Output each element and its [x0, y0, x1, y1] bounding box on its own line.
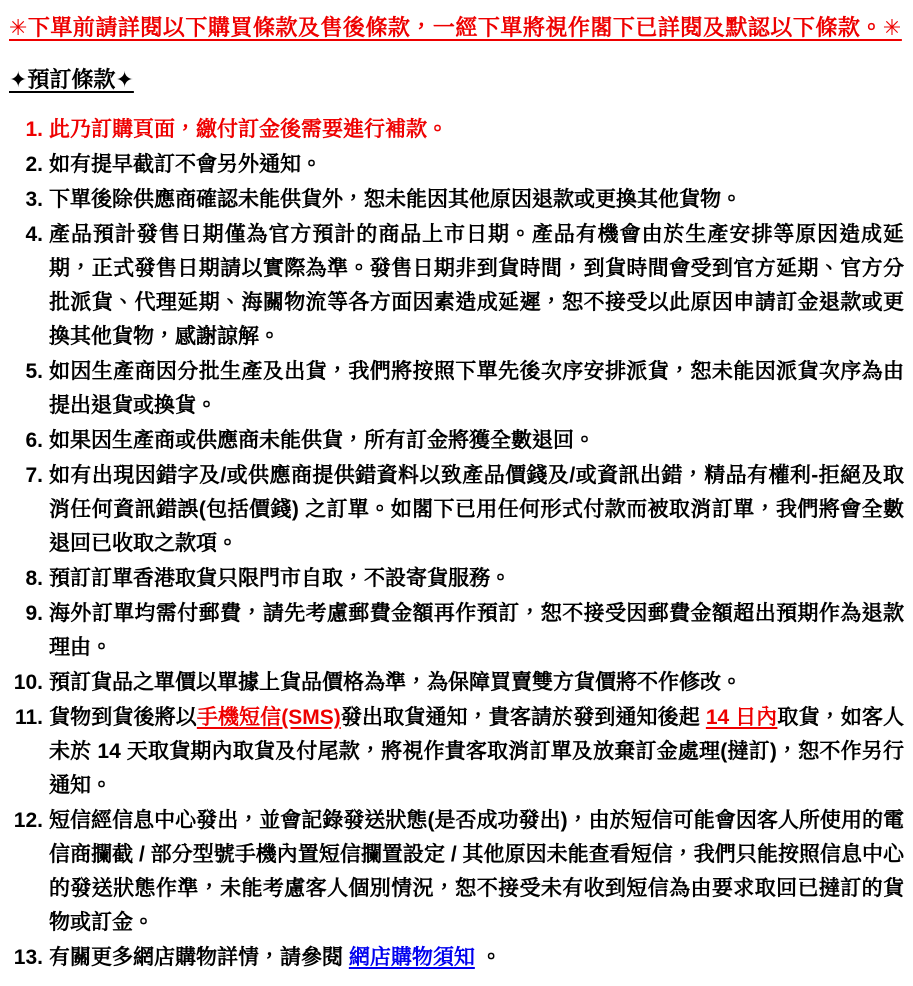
- term-text-segment: 此乃訂購頁面，繳付訂金後需要進行補款。: [49, 118, 448, 141]
- term-text-segment: 如有出現因錯字及/或供應商提供錯資料以致產品價錢及/或資訊出錯，精品有權利-拒絕及取消任何資訊錯誤(包括價錢) 之訂單。如閣下已用任何形式付款而被取消訂單，我們將會全數退回已收取之款項。: [49, 464, 904, 555]
- term-text-segment: 發出取貨通知，貴客請於發到通知後起: [340, 706, 706, 729]
- term-text-segment: 產品預計發售日期僅為官方預計的商品上市日期。產品有機會由於生產安排等原因造成延期，正式發售日期請以實際為準。發售日期非到貨時間，到貨時間會受到官方延期、官方分批派貨、代理延期、海關物流等各方面因素造成延遲，恕不接受以此原因申請訂金退款或更換其他貨物，感謝諒解。: [49, 223, 904, 348]
- term-item-7: [9, 459, 904, 561]
- term-number: 9.: [25, 602, 43, 625]
- term-text-segment: 如果因生產商或供應商未能供貨，所有訂金將獲全數退回。: [49, 429, 595, 452]
- pickup-deadline-emphasis: 14 日內: [705, 706, 778, 729]
- term-number: 11.: [14, 706, 43, 729]
- term-item-2: [9, 148, 904, 182]
- term-number: 7.: [25, 464, 43, 487]
- term-item-5: [9, 355, 904, 423]
- term-number: 2.: [25, 153, 43, 176]
- term-text-segment: 預訂訂單香港取貨只限門市自取，不設寄貨服務。: [49, 567, 511, 590]
- store-shopping-notice-link[interactable]: 網店購物須知: [348, 946, 475, 969]
- term-number: 5.: [25, 360, 43, 383]
- sms-emphasis: 手機短信(SMS): [196, 706, 341, 729]
- term-number: 10.: [13, 671, 43, 694]
- term-number: 3.: [25, 188, 43, 211]
- term-text-segment: 預訂貨品之單價以單據上貨品價格為準，為保障買賣雙方貨價將不作修改。: [49, 671, 742, 694]
- term-item-10: [9, 666, 904, 700]
- term-number: 12.: [13, 809, 43, 832]
- term-text-segment: 。: [474, 946, 502, 969]
- term-item-6: [9, 424, 904, 458]
- preorder-terms-title: ✦預訂條款✦: [9, 67, 134, 92]
- term-item-4: [9, 218, 904, 354]
- term-number: 4.: [25, 223, 43, 246]
- term-item-3: [9, 183, 904, 217]
- term-item-9: [9, 597, 904, 665]
- term-item-8: [9, 562, 904, 596]
- term-text-segment: 取貨，如客人未於 14 天取貨期內取貨及付尾款，將視作貴客取消訂單及放棄訂金處理(撻訂)，恕不作另行通知。: [49, 706, 904, 797]
- term-text-segment: 貨物到貨後將以: [49, 706, 197, 729]
- term-text-segment: 海外訂單均需付郵費，請先考慮郵費金額再作預訂，恕不接受因郵費金額超出預期作為退款理由。: [49, 602, 904, 659]
- term-number: 8.: [25, 567, 43, 590]
- term-text-segment: 下單後除供應商確認未能供貨外，恕未能因其他原因退款或更換其他貨物。: [49, 188, 742, 211]
- purchase-notice-banner: ✳下單前請詳閱以下購買條款及售後條款，一經下單將視作閣下已詳閱及默認以下條款。✳: [9, 15, 902, 40]
- term-item-11: [9, 701, 904, 803]
- term-text-segment: 如因生產商因分批生產及出貨，我們將按照下單先後次序安排派貨，恕未能因派貨次序為由提出退貨或換貨。: [49, 360, 904, 417]
- term-number: 6.: [25, 429, 43, 452]
- term-number: 1.: [25, 118, 43, 141]
- term-text-segment: 短信經信息中心發出，並會記錄發送狀態(是否成功發出)，由於短信可能會因客人所使用的電信商攔截 / 部分型號手機內置短信攔置設定 / 其他原因未能查看短信，我們只能按照信息中心的發送狀態作準，未能考慮客人個別情況，恕不接受未有收到短信為由要求取回已撻訂的貨物或訂金。: [49, 809, 904, 934]
- term-item-12: [9, 804, 904, 940]
- term-text-segment: 如有提早截訂不會另外通知。: [49, 153, 322, 176]
- term-text-segment: 有關更多網店購物詳情，請參閱: [49, 946, 349, 969]
- term-item-1: [9, 113, 904, 147]
- term-number: 13.: [13, 946, 43, 969]
- terms-list: [9, 113, 904, 975]
- term-item-13: [9, 941, 904, 975]
